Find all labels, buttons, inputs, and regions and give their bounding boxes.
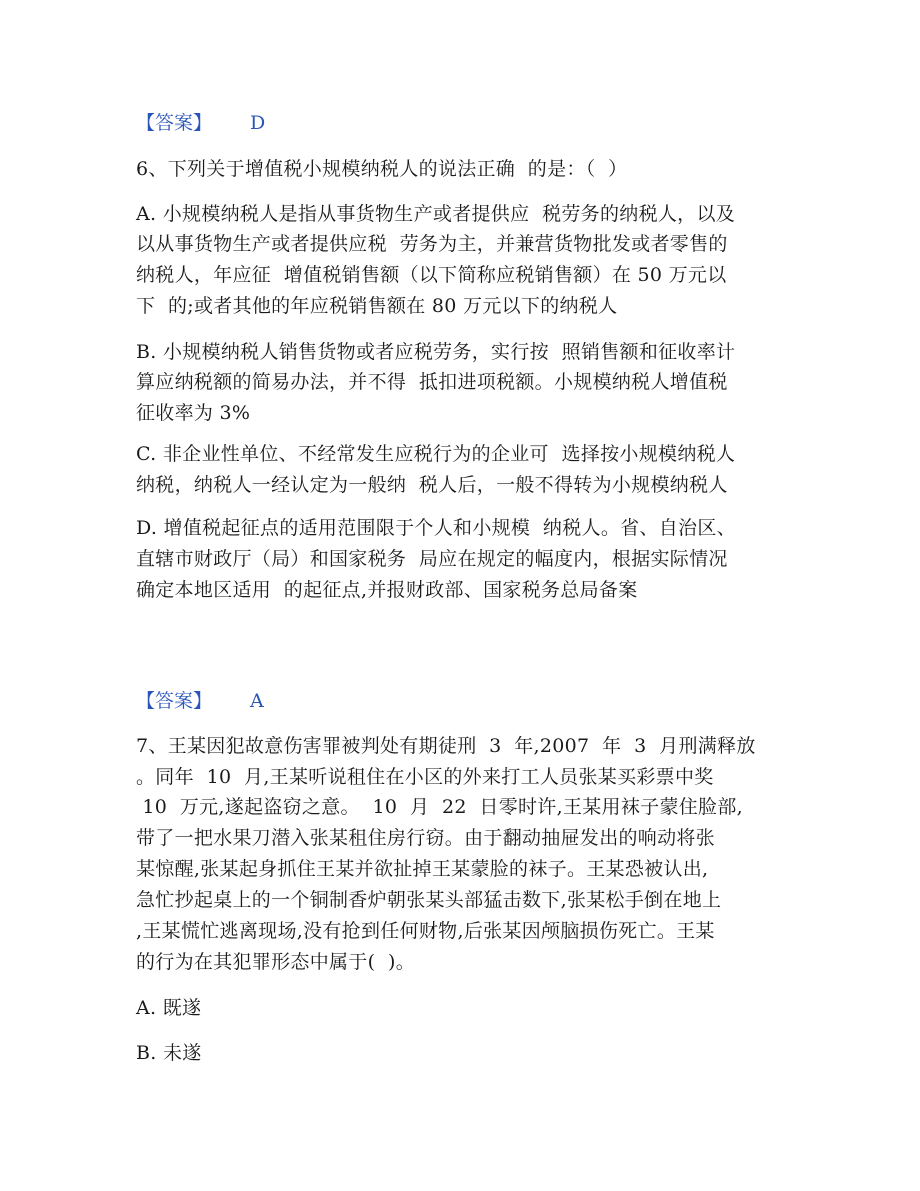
answer-label: 【答案】 [136, 690, 213, 712]
q7-question-line: 10 万元,遂起盗窃之意。 10 月 22 日零时许,王某用袜子蒙住脸部, [136, 796, 743, 818]
q7-question-line: 7、王某因犯故意伤害罪被判处有期徒刑 3 年,2007 年 3 月刑满释放 [136, 735, 756, 757]
q6-option-a-line: 以从事货物生产或者提供应税 劳务为主，并兼营货物批发或者零售的 [136, 233, 728, 255]
q6-option-d-line: 直辖市财政厅（局）和国家税务 局应在规定的幅度内，根据实际情况 [136, 548, 728, 570]
q7-question-line: 。同年 10 月,王某听说租住在小区的外来打工人员张某买彩票中奖 [136, 766, 714, 788]
q7-option-b: B. 未遂 [136, 1042, 202, 1064]
q6-option-b-line: B. 小规模纳税人销售货物或者应税劳务，实行按 照销售额和征收率计 [136, 341, 736, 363]
q6-option-d-line: 确定本地区适用 的起征点,并报财政部、国家税务总局备案 [136, 579, 638, 601]
q6-option-b-line: 征收率为 3% [136, 402, 251, 424]
q6-option-c-line: C. 非企业性单位、不经常发生应税行为的企业可 选择按小规模纳税人 [136, 443, 736, 465]
answer-value: A [250, 690, 264, 712]
q6-option-a-line: 下 的;或者其他的年应税销售额在 80 万元以下的纳税人 [136, 295, 618, 317]
q7-option-a: A. 既遂 [136, 997, 202, 1019]
q7-question-line: 急忙抄起桌上的一个铜制香炉朝张某头部猛击数下,张某松手倒在地上 [136, 889, 722, 911]
q6-option-c-line: 纳税，纳税人一经认定为一般纳 税人后，一般不得转为小规模纳税人 [136, 474, 728, 496]
q6-option-b-line: 算应纳税额的简易办法，并不得 抵扣进项税额。小规模纳税人增值税 [136, 371, 728, 393]
q6-option-a-line: 纳税人，年应征 增值税销售额（以下简称应税销售额）在 50 万元以 [136, 264, 727, 286]
q6-answer-line [136, 109, 266, 137]
answer-label: 【答案】 [136, 112, 213, 134]
q7-question-line: 的行为在其犯罪形态中属于( )。 [136, 951, 416, 973]
q7-question-line: 带了一把水果刀潜入张某租住房行窃。由于翻动抽屉发出的响动将张 [136, 827, 716, 849]
q7-answer-line [136, 687, 264, 715]
q6-question: 6、下列关于增值税小规模纳税人的说法正确 的是：（ ） [136, 158, 628, 180]
q6-option-d-line: D. 增值税起征点的适用范围限于个人和小规模 纳税人。省、自治区、 [136, 517, 736, 539]
answer-value: D [250, 112, 266, 134]
q7-question-line: ,王某慌忙逃离现场,没有抢到任何财物,后张某因颅脑损伤死亡。王某 [136, 920, 715, 942]
q6-option-a-line: A. 小规模纳税人是指从事货物生产或者提供应 税劳务的纳税人，以及 [136, 203, 736, 225]
q7-question-line: 某惊醒,张某起身抓住王某并欲扯掉王某蒙脸的袜子。王某恐被认出, [136, 858, 709, 880]
